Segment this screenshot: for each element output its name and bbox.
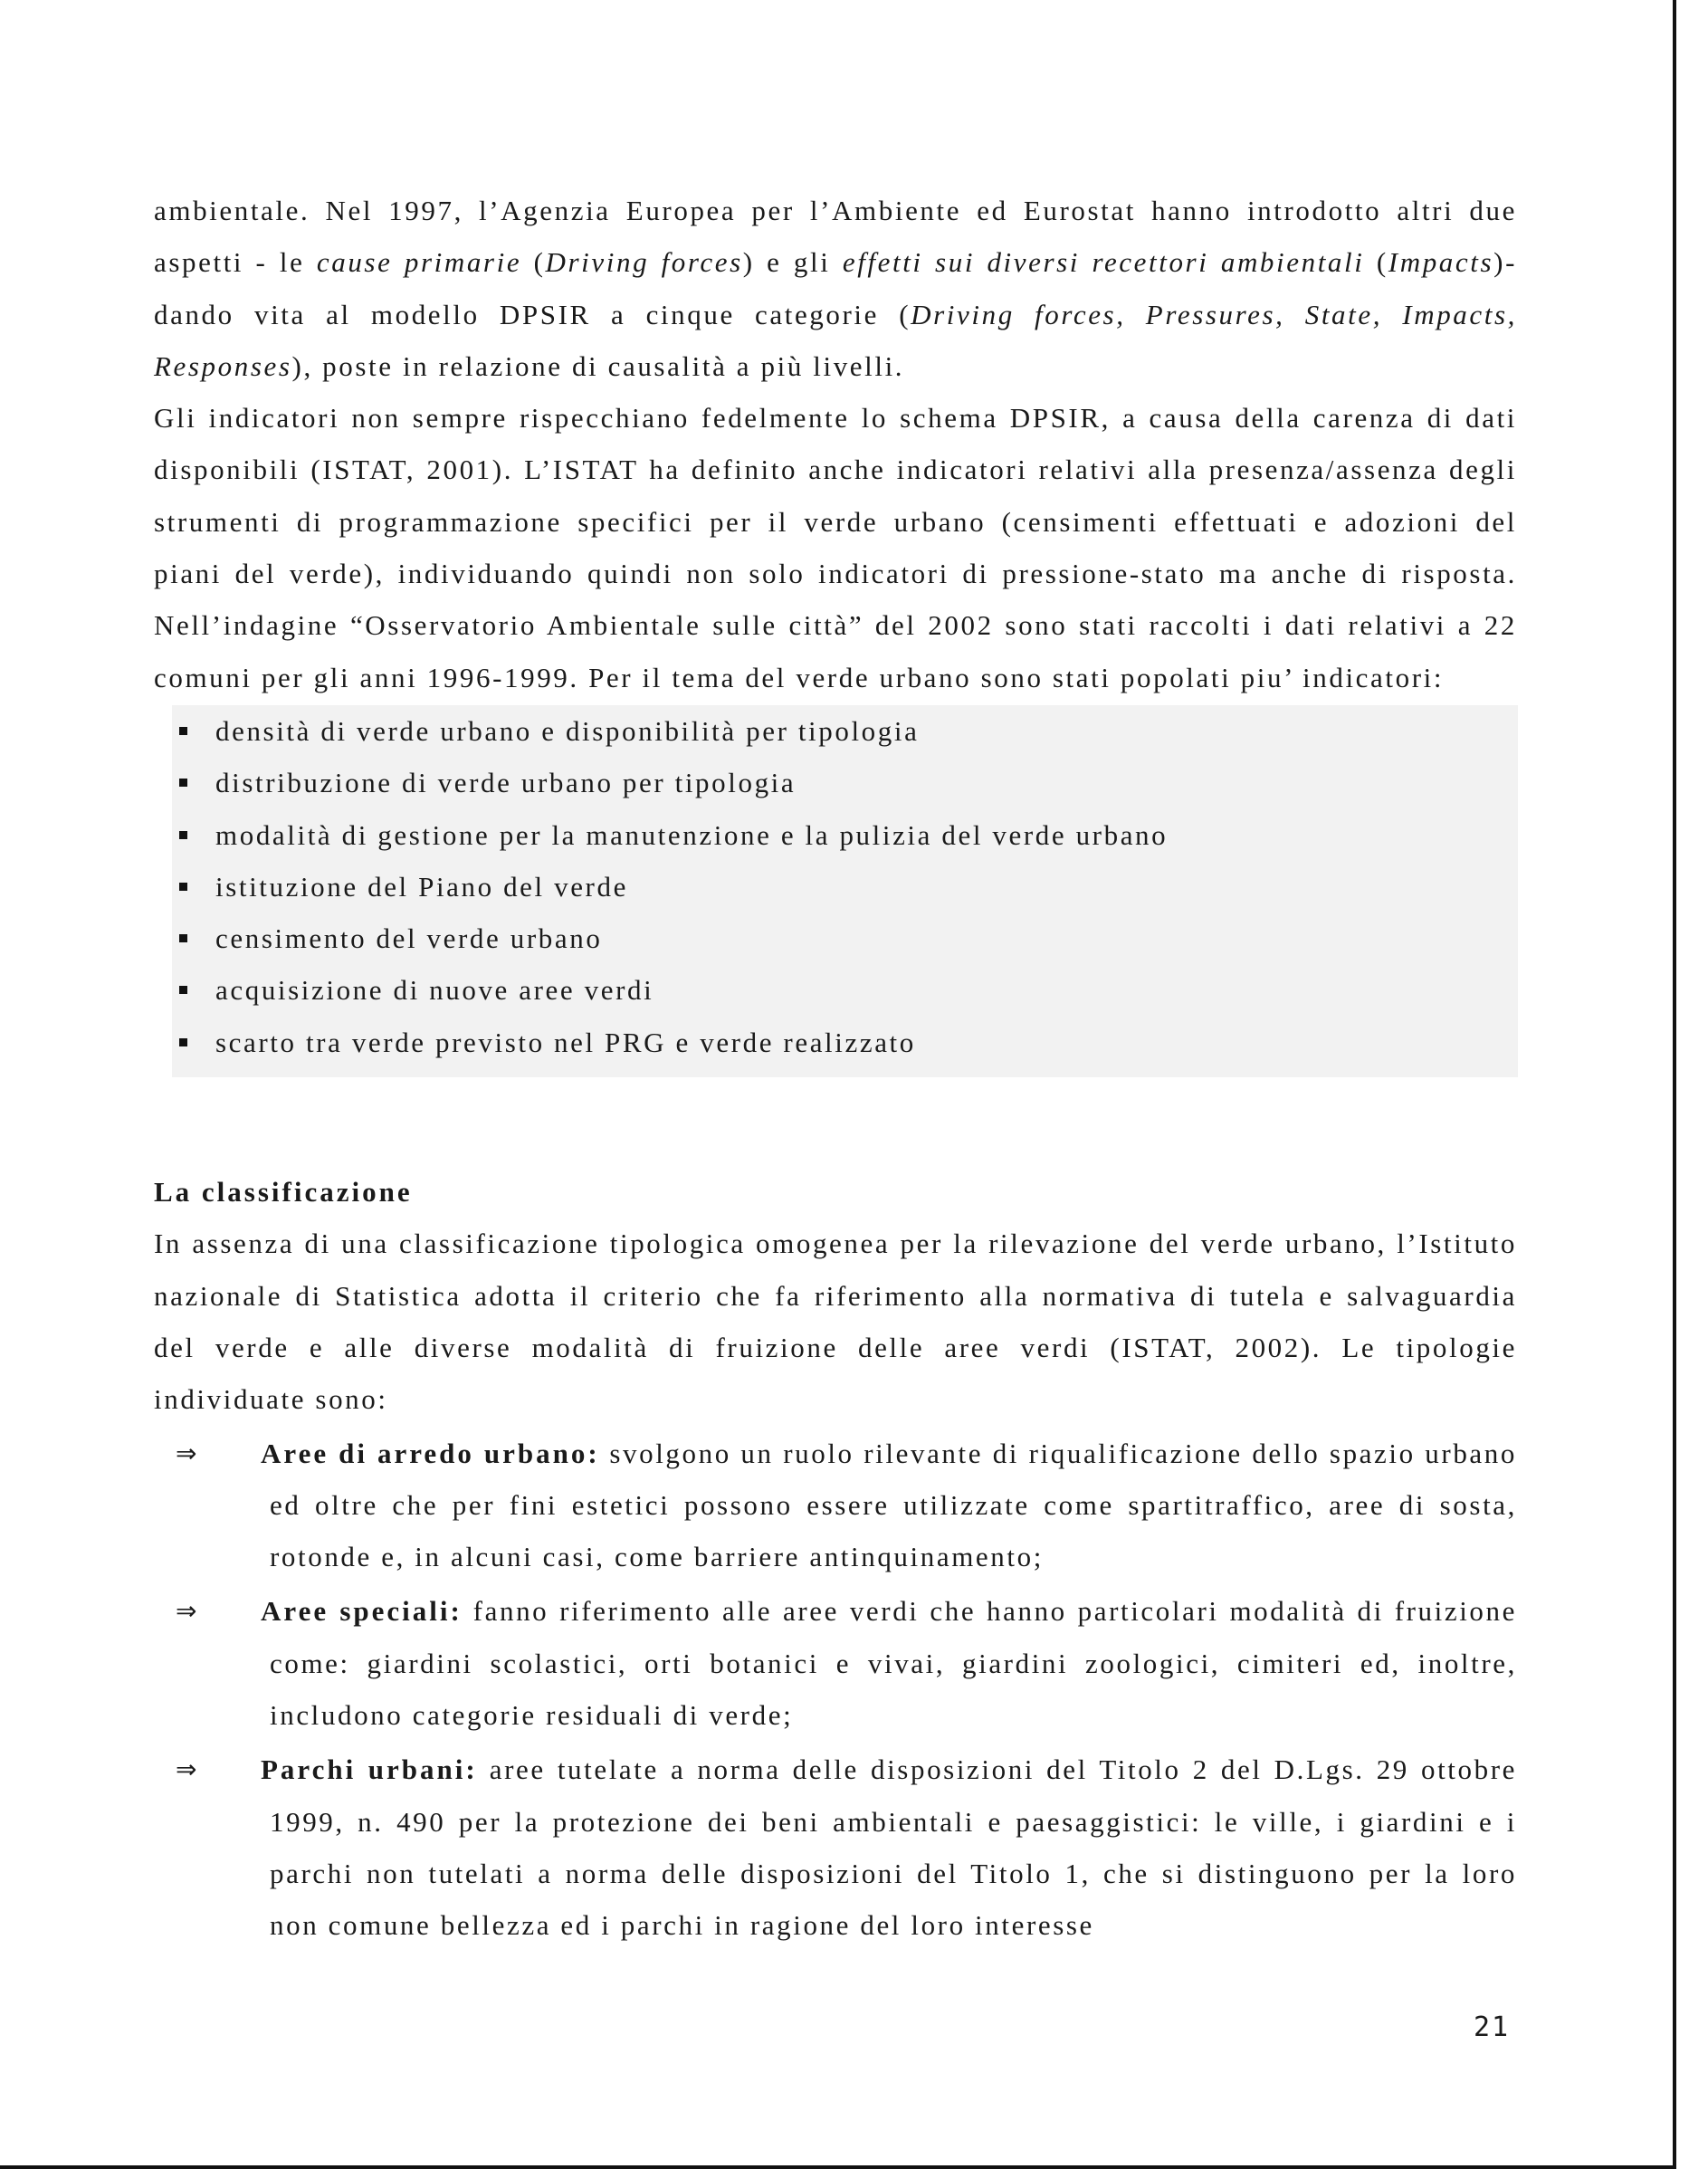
list-item-text: modalità di gestione per la manutenzione e la pulizia del verde urbano [215, 818, 1169, 851]
intro-text: ( [521, 246, 546, 279]
list-item-text: densità di verde urbano e disponibilità per tipologia [215, 714, 920, 747]
intro-text: )- dando vita al modello DPSIR a cinque categorie ( [154, 246, 1518, 330]
double-arrow-icon: ⇒ [176, 1596, 197, 1627]
type-term: Parchi urbani: [261, 1753, 478, 1786]
type-term: Aree speciali: [261, 1595, 463, 1628]
list-item [154, 1744, 1517, 1951]
list-item [172, 964, 1518, 1016]
type-description: svolgono un ruolo rilevante di riqualificazione dello spazio urbano ed oltre che per fini estetici possono essere utilizzate come spartitraffico, aree di sosta, rotonde e, in alcuni casi, come barriere antinquinamento; [270, 1437, 1517, 1573]
italic-term: cause primarie [316, 246, 522, 279]
intro-text: ( [1364, 246, 1388, 279]
italic-term: Impacts [1388, 246, 1494, 279]
square-bullet-icon [179, 1038, 187, 1046]
list-item [154, 1428, 1517, 1583]
intro-text: ), poste in relazione di causalità a più livelli. [291, 349, 905, 382]
page-number: 21 [1474, 2011, 1511, 2043]
square-bullet-icon [179, 831, 187, 839]
list-item [172, 861, 1518, 913]
type-term: Aree di arredo urbano: [261, 1437, 600, 1469]
list-item [172, 809, 1518, 861]
indicators-paragraph: Gli indicatori non sempre rispecchiano fedelmente lo schema DPSIR, a causa della carenza di dati disponibili (ISTAT, 2001). L’ISTAT ha definito anche indicatori relativi alla presenza/assenza degli strumenti di programmazione specifici per il verde urbano (censimenti effettuati e adozioni del piani del verde), individuando quindi non solo indicatori di pressione-stato ma anche di risposta. Nell’indagine “Osservatorio Ambientale sulle città” del 2002 sono stati raccolti i dati relativi a 22 comuni per gli anni 1996-1999. Per il tema del verde urbano sono stati popolati piu’ indicatori: [154, 402, 1517, 693]
list-item-text: acquisizione di nuove aree verdi [215, 974, 654, 1007]
intro-text: ambientale. Nel 1997, l’Agenzia Europea per l’Ambiente ed Eurostat hanno introdotto altri due aspetti - le [154, 195, 1517, 279]
square-bullet-icon [179, 779, 187, 787]
indicators-list [172, 705, 1518, 1068]
list-item [154, 1585, 1517, 1741]
list-item-text: istituzione del Piano del verde [215, 870, 628, 903]
square-bullet-icon [179, 986, 187, 994]
double-arrow-icon: ⇒ [176, 1438, 197, 1468]
list-item [172, 1017, 1518, 1068]
square-bullet-icon [179, 883, 187, 891]
section-heading: La classificazione [154, 1176, 413, 1209]
list-item-text: distribuzione di verde urbano per tipologia [215, 767, 797, 799]
list-item-text: censimento del verde urbano [215, 922, 603, 955]
square-bullet-icon [179, 727, 187, 735]
square-bullet-icon [179, 934, 187, 942]
double-arrow-icon: ⇒ [176, 1754, 197, 1785]
type-description: aree tutelate a norma delle disposizioni del Titolo 2 del D.Lgs. 29 ottobre 1999, n. 490 per la protezione dei beni ambientali e paesaggistici: le ville, i giardini e i parchi non tutelati a norma delle disposizioni del Titolo 1, che si distinguono per la loro non comune bellezza ed i parchi in ragione del loro interesse [270, 1753, 1517, 1942]
list-item-text: scarto tra verde previsto nel PRG e verde realizzato [215, 1026, 916, 1058]
italic-term: effetti sui diversi recettori ambientali [842, 246, 1365, 279]
italic-term: Driving forces [545, 246, 743, 279]
list-item [172, 757, 1518, 808]
type-description: fanno riferimento alle aree verdi che hanno particolari modalità di fruizione come: giardini scolastici, orti botanici e vivai, giardini zoologici, cimiteri ed, inoltre, includono categorie residuali di verde; [270, 1595, 1517, 1732]
intro-paragraph [154, 185, 1517, 392]
list-item [172, 705, 1518, 757]
list-item [172, 913, 1518, 964]
classification-paragraph: In assenza di una classificazione tipologica omogenea per la rilevazione del verde urbano, l’Istituto nazionale di Statistica adotta il criterio che fa riferimento alla normativa di tutela e salvaguardia del verde e alle diverse modalità di fruizione delle aree verdi (ISTAT, 2002). Le tipologie individuate sono: [154, 1228, 1517, 1416]
intro-text: ) e gli [742, 246, 843, 279]
indicators-box [172, 705, 1518, 1077]
document-body [154, 185, 1517, 1954]
types-list [154, 1428, 1517, 1952]
italic-term: Driving forces, Pressures, State, Impacts, Responses [154, 298, 1517, 382]
